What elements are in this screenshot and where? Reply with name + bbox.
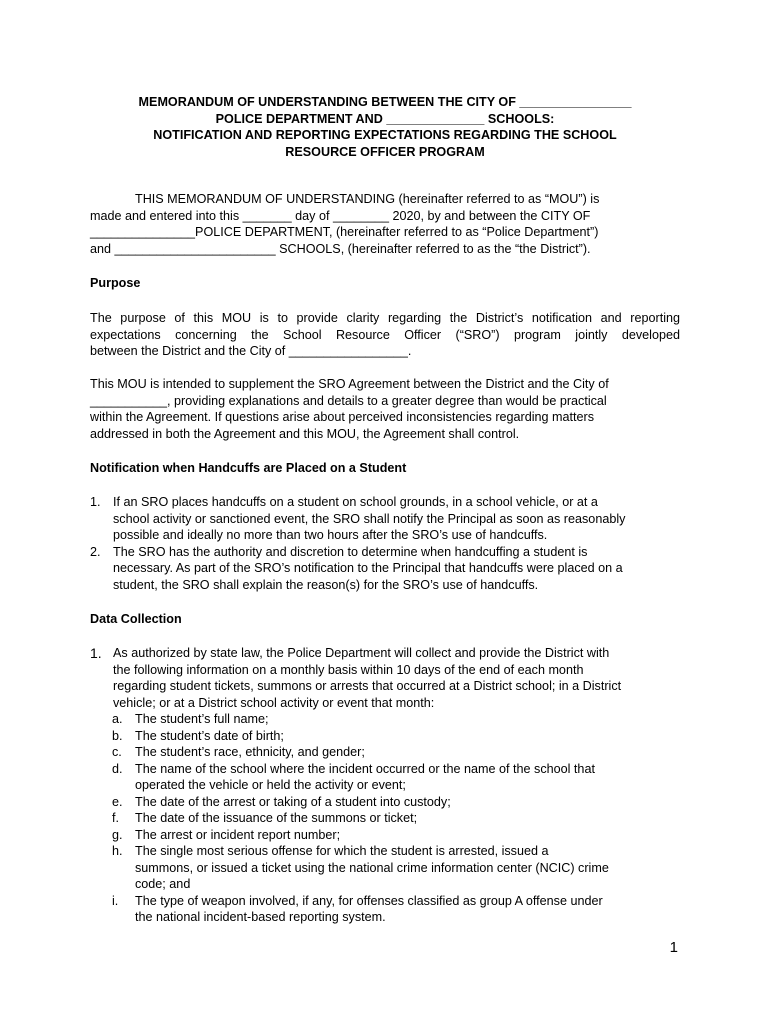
sublist-line: The arrest or incident report number; (135, 827, 341, 842)
sublist-line: The date of the arrest or taking of a student into custody; (135, 794, 451, 809)
handcuffs-heading: Notification when Handcuffs are Placed on a Student (90, 461, 407, 475)
handcuffs-list (90, 494, 690, 593)
intro-line-1: THIS MEMORANDUM OF UNDERSTANDING (hereinafter referred to as “MOU”) is (135, 192, 600, 206)
purpose-paragraph-2 (90, 376, 680, 442)
title-line-3: NOTIFICATION AND REPORTING EXPECTATIONS REGARDING THE SCHOOL (153, 128, 617, 142)
sublist-line: The student’s full name; (135, 712, 269, 726)
sublist-item (90, 827, 690, 844)
sublist-item (90, 728, 690, 745)
sublist-letter: c. (112, 745, 122, 759)
sublist-letter: f. (112, 811, 119, 825)
purpose-p2-line-3: within the Agreement. If questions arise about perceived inconsistencies regarding matters (90, 410, 595, 424)
sublist-letter: i. (112, 893, 119, 908)
sublist-item (90, 744, 690, 761)
purpose-heading: Purpose (90, 276, 141, 290)
sublist-line: The student’s race, ethnicity, and gender; (135, 745, 365, 759)
sublist-letter: d. (112, 761, 123, 776)
data-collection-sublist (90, 711, 690, 926)
purpose-p1-line-2: expectations concerning the School Resource Officer (“SRO”) program jointly developed (90, 327, 680, 342)
list-line: necessary. As part of the SRO’s notification to the Principal that handcuffs were placed on a (113, 561, 623, 575)
sublist-item (90, 810, 690, 827)
purpose-paragraph-1 (90, 310, 680, 360)
sublist-item (90, 893, 690, 926)
intro-paragraph (90, 191, 680, 257)
purpose-p2-line-4: addressed in both the Agreement and this MOU, the Agreement shall control. (90, 426, 520, 441)
list-line: the following information on a monthly basis within 10 days of the end of each month (113, 662, 584, 677)
list-line: vehicle; or at a District school activity or event that month: (113, 695, 435, 710)
sublist-line: The student’s date of birth; (135, 728, 284, 743)
sublist-item (90, 711, 690, 728)
sublist-line: The type of weapon involved, if any, for offenses classified as group A offense under (135, 893, 603, 908)
list-line: As authorized by state law, the Police Department will collect and provide the District with (113, 646, 610, 660)
data-collection-heading: Data Collection (90, 612, 182, 626)
sublist-line: The date of the issuance of the summons or ticket; (135, 811, 418, 825)
sublist-line: The single most serious offense for which the student is arrested, issued a (135, 844, 549, 858)
list-line: If an SRO places handcuffs on a student on school grounds, in a school vehicle, or at a (113, 495, 598, 509)
sublist-line: operated the vehicle or held the activity or event; (135, 778, 406, 792)
sublist-letter: a. (112, 712, 123, 726)
data-collection-list (90, 645, 690, 926)
purpose-p1-line-3: between the District and the City of _________________. (90, 344, 412, 358)
sublist-letter: b. (112, 728, 123, 743)
list-number: 1. (90, 495, 101, 509)
list-item (90, 645, 690, 926)
list-number: 2. (90, 544, 101, 559)
intro-line-2: made and entered into this _______ day of ________ 2020, by and between the CITY OF (90, 208, 591, 223)
sublist-item (90, 843, 690, 893)
sublist-letter: g. (112, 827, 123, 842)
purpose-p2-line-1: This MOU is intended to supplement the SRO Agreement between the District and the City of (90, 377, 609, 391)
sublist-item (90, 794, 690, 811)
document-title (90, 94, 680, 160)
sublist-item (90, 761, 690, 794)
list-line: The SRO has the authority and discretion to determine when handcuffing a student is (113, 544, 588, 559)
title-line-2: POLICE DEPARTMENT AND ______________ SCHOOLS: (215, 111, 555, 126)
title-line-1: MEMORANDUM OF UNDERSTANDING BETWEEN THE CITY OF ________________ (138, 95, 632, 109)
purpose-p1-line-1: The purpose of this MOU is to provide clarity regarding the District’s notification and reporting (90, 311, 680, 325)
sublist-letter: h. (112, 844, 123, 858)
list-line: possible and ideally no more than two hours after the SRO’s use of handcuffs. (113, 528, 548, 542)
intro-line-4: and _______________________ SCHOOLS, (hereinafter referred to as the “the District”). (90, 241, 591, 256)
sublist-line: code; and (135, 877, 191, 891)
sublist-letter: e. (112, 794, 123, 809)
list-line: student, the SRO shall explain the reason(s) for the SRO’s use of handcuffs. (113, 577, 539, 592)
title-line-4: RESOURCE OFFICER PROGRAM (285, 144, 485, 159)
sublist-line: the national incident-based reporting system. (135, 910, 386, 924)
list-number: 1. (90, 645, 102, 661)
list-item (90, 544, 690, 594)
list-line: school activity or sanctioned event, the SRO shall notify the Principal as soon as reasonably (113, 511, 626, 526)
page-number: 1 (669, 939, 678, 956)
list-line: regarding student tickets, summons or arrests that occurred at a District school; in a District (113, 679, 622, 693)
purpose-p2-line-2: ___________, providing explanations and details to a greater degree than would be practical (90, 393, 607, 408)
list-item (90, 494, 690, 544)
sublist-line: summons, or issued a ticket using the national crime information center (NCIC) crime (135, 860, 609, 875)
sublist-line: The name of the school where the incident occurred or the name of the school that (135, 761, 595, 776)
intro-line-3: _______________POLICE DEPARTMENT, (hereinafter referred to as “Police Department”) (90, 225, 599, 239)
